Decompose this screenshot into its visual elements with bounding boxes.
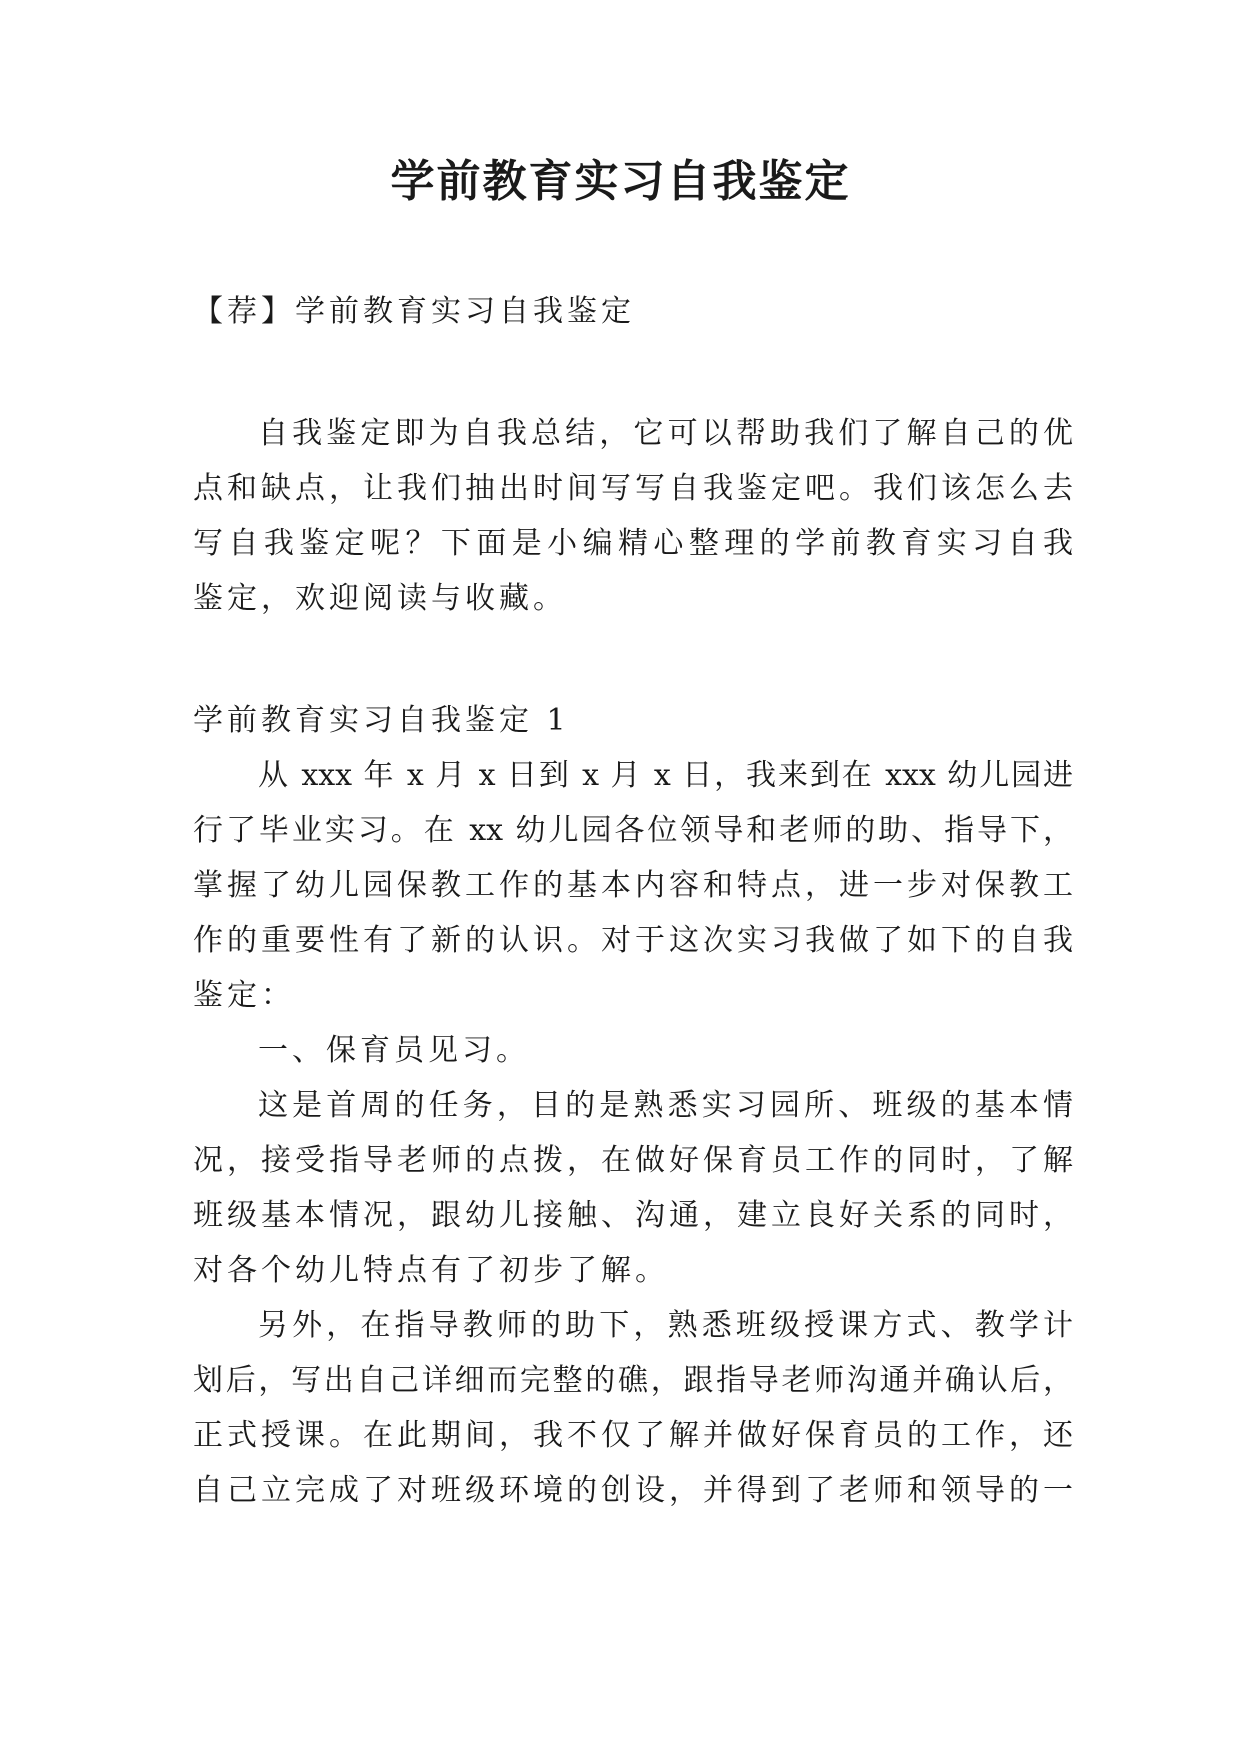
paragraph-line: 鉴定： [193,978,295,1013]
paragraph-line: 自己立完成了对班级环境的创设，并得到了老师和领导的一 [193,1473,1073,1508]
paragraph-line: 划后，写出自己详细而完整的礁，跟指导老师沟通并确认后， [193,1363,1073,1398]
paragraph-line: 对各个幼儿特点有了初步了解。 [193,1253,669,1288]
paragraph-line: 行了毕业实习。在 xx 幼儿园各位领导和老师的助、指导下， [193,813,1073,848]
recommended-heading: 【荐】学前教育实习自我鉴定 [193,294,635,329]
section-heading: 学前教育实习自我鉴定 1 [193,703,570,738]
paragraph-line: 从 xxx 年 x 月 x 日到 x 月 x 日，我来到在 xxx 幼儿园进 [258,758,1073,793]
subsection-heading: 一、保育员见习。 [258,1033,530,1068]
paragraph-line: 这是首周的任务，目的是熟悉实习园所、班级的基本情 [258,1088,1073,1123]
paragraph-line: 鉴定，欢迎阅读与收藏。 [193,581,567,616]
paragraph-line: 正式授课。在此期间，我不仅了解并做好保育员的工作，还 [193,1418,1073,1453]
paragraph-line: 写自我鉴定呢？下面是小编精心整理的学前教育实习自我 [193,526,1073,561]
paragraph-line: 作的重要性有了新的认识。对于这次实习我做了如下的自我 [193,923,1073,958]
paragraph-line: 况，接受指导老师的点拨，在做好保育员工作的同时，了解 [193,1143,1073,1178]
paragraph-line: 班级基本情况，跟幼儿接触、沟通，建立良好关系的同时， [193,1198,1073,1233]
document-title: 学前教育实习自我鉴定 [390,156,851,207]
paragraph-line: 自我鉴定即为自我总结，它可以帮助我们了解自己的优 [258,416,1073,451]
paragraph-line: 掌握了幼儿园保教工作的基本内容和特点，进一步对保教工 [193,868,1073,903]
paragraph-line: 点和缺点，让我们抽出时间写写自我鉴定吧。我们该怎么去 [193,471,1073,506]
paragraph-line: 另外，在指导教师的助下，熟悉班级授课方式、教学计 [258,1308,1073,1343]
